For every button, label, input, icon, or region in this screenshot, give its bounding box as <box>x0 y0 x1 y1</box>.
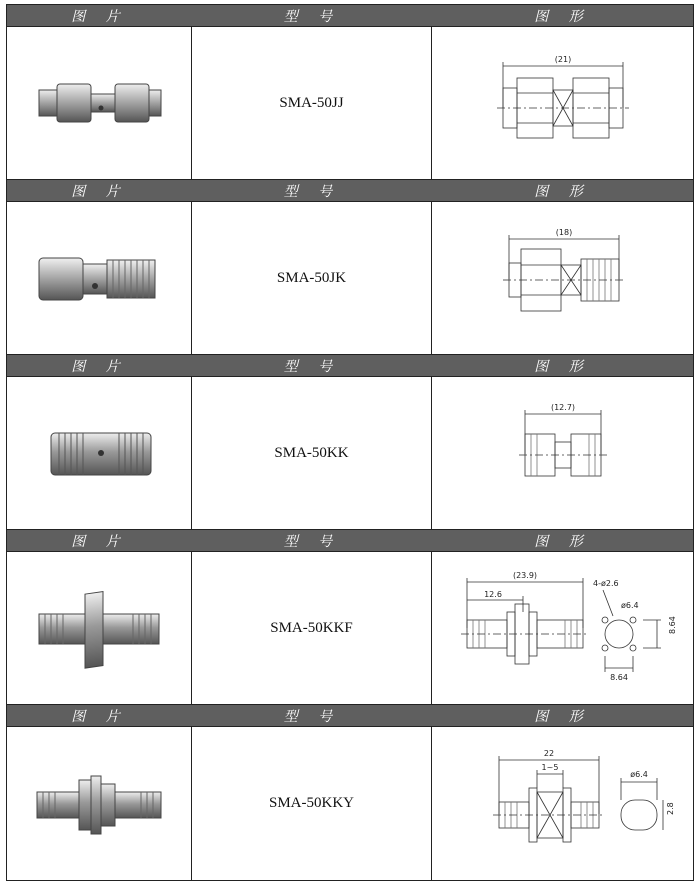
product-model <box>192 377 432 529</box>
dim-label: 8.64 <box>609 673 628 682</box>
model-name: SMA-50KKF <box>270 619 353 636</box>
table-row <box>7 727 693 880</box>
header-photo: 图 片 <box>71 183 128 200</box>
product-drawing <box>432 552 693 704</box>
dim-label: 2.8 <box>665 801 675 815</box>
table-row <box>7 552 693 705</box>
model-name: SMA-50JJ <box>279 94 344 111</box>
header-model: 型 号 <box>283 533 341 550</box>
product-model <box>192 27 432 179</box>
model-name: SMA-50KKY <box>268 795 354 811</box>
dim-label: (23.9) <box>512 571 537 580</box>
header-photo: 图 片 <box>71 708 128 725</box>
product-drawing <box>432 202 693 354</box>
dim-label: (21) <box>554 55 571 64</box>
header-model: 型 号 <box>283 183 341 200</box>
product-model <box>192 727 432 880</box>
header-model: 型 号 <box>283 708 341 725</box>
product-photo <box>7 377 192 529</box>
dim-label: 12.6 <box>483 590 502 599</box>
table-header <box>7 5 693 27</box>
product-photo <box>7 202 192 354</box>
header-model: 型 号 <box>283 358 341 375</box>
header-drawing: 图 形 <box>534 183 591 200</box>
dim-label: 1~5 <box>541 762 558 772</box>
dim-label: 4-ø2.6 <box>592 579 619 588</box>
model-name: SMA-50KK <box>274 444 349 461</box>
header-drawing: 图 形 <box>534 708 591 725</box>
dim-label: (12.7) <box>550 403 575 412</box>
table-row <box>7 27 693 180</box>
table-header <box>7 530 693 552</box>
product-drawing <box>432 727 693 880</box>
header-photo: 图 片 <box>71 358 128 375</box>
header-model: 型 号 <box>283 8 341 25</box>
product-photo <box>7 727 192 880</box>
product-model <box>192 552 432 704</box>
table-header <box>7 355 693 377</box>
product-table <box>6 4 694 881</box>
dim-label: 22 <box>543 748 554 758</box>
header-drawing: 图 形 <box>534 8 591 25</box>
header-drawing: 图 形 <box>534 358 591 375</box>
header-drawing: 图 形 <box>534 533 591 550</box>
model-name: SMA-50JK <box>276 269 347 286</box>
header-photo: 图 片 <box>71 8 128 25</box>
header-photo: 图 片 <box>71 533 128 550</box>
product-model <box>192 202 432 354</box>
product-photo <box>7 27 192 179</box>
product-photo <box>7 552 192 704</box>
table-header <box>7 180 693 202</box>
dim-label: ø6.4 <box>629 769 648 779</box>
table-row <box>7 377 693 530</box>
table-header <box>7 705 693 727</box>
product-drawing <box>432 377 693 529</box>
product-drawing <box>432 27 693 179</box>
dim-label: (18) <box>555 228 572 237</box>
dim-label: 8.64 <box>667 616 677 634</box>
table-row <box>7 202 693 355</box>
dim-label: ø6.4 <box>620 601 639 610</box>
